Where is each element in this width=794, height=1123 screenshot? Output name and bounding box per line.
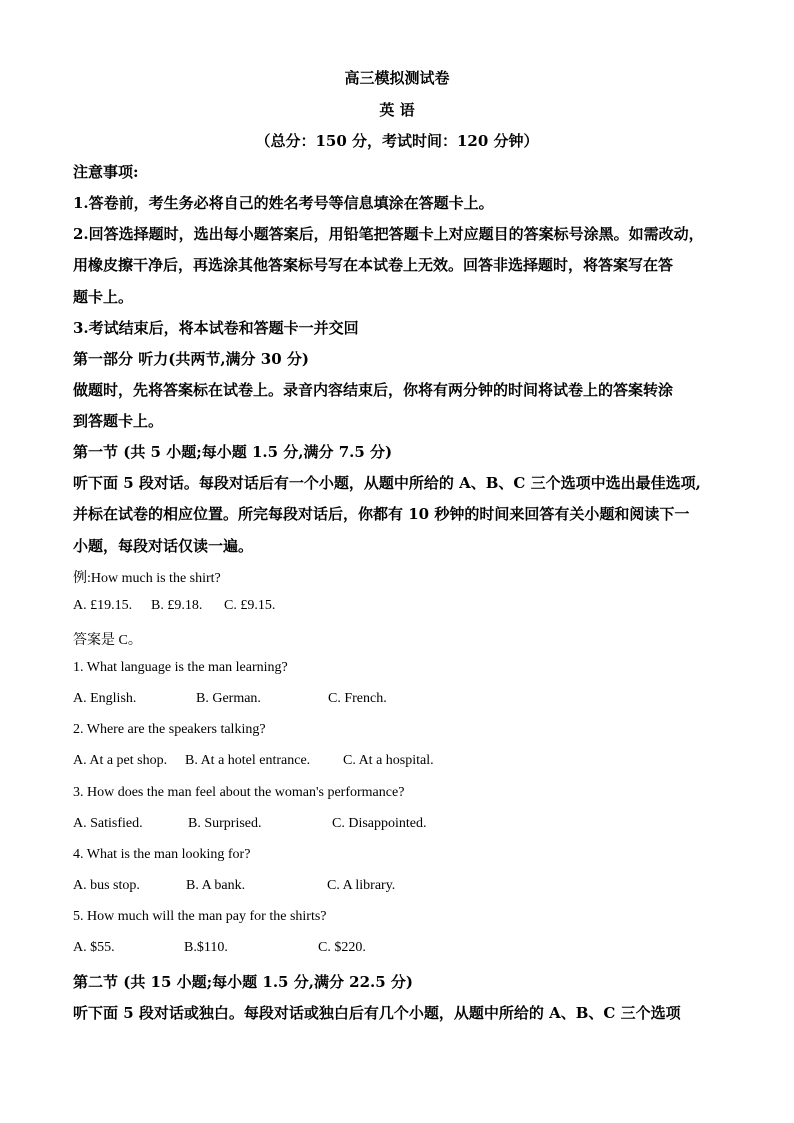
example-question: 例:How much is the shirt?	[73, 571, 221, 586]
option-b: B.$110.	[184, 940, 228, 955]
question-4-options	[73, 878, 723, 894]
example-options	[73, 598, 723, 614]
part1-instruction-line-2: 到答题卡上。	[73, 412, 164, 430]
option-c: C. French.	[328, 691, 387, 706]
example-answer: 答案是 C。	[73, 633, 142, 648]
exam-info: （总分：150 分，考试时间：120 分钟）	[255, 132, 539, 150]
option-b: B. German.	[196, 691, 261, 706]
section1-instruction-line-3: 小题，每段对话仅读一遍。	[73, 537, 254, 555]
section1-instruction-line-2: 并标在试卷的相应位置。所完每段对话后，你都有 10 秒钟的时间来回答有关小题和阅读下一	[73, 505, 690, 523]
question-3-options	[73, 816, 723, 832]
notice-item-2-line-1: 2.回答选择题时，选出每小题答案后，用铅笔把答题卡上对应题目的答案标号涂黑。如需改动，	[73, 225, 704, 243]
section1-heading: 第一节 (共 5 小题;每小题 1.5 分,满分 7.5 分)	[73, 443, 393, 461]
option-c: C. $220.	[318, 940, 366, 955]
option-c: C. At a hospital.	[343, 753, 434, 768]
notice-item-1: 1.答卷前，考生务必将自己的姓名考号等信息填涂在答题卡上。	[73, 194, 494, 212]
example-option-b: B. £9.18.	[151, 598, 203, 613]
option-b: B. Surprised.	[188, 816, 262, 831]
option-b: B. A bank.	[186, 878, 246, 893]
option-a: A. bus stop.	[73, 878, 140, 893]
exam-title: 高三模拟测试卷	[344, 69, 450, 87]
option-a: A. At a pet shop.	[73, 753, 168, 768]
notice-item-3: 3.考试结束后，将本试卷和答题卡一并交回	[73, 319, 359, 337]
option-a: A. English.	[73, 691, 137, 706]
question-4: 4. What is the man looking for?	[73, 847, 251, 862]
question-3: 3. How does the man feel about the woman's performance?	[73, 785, 405, 800]
example-option-a: A. £19.15.	[73, 598, 133, 613]
question-1: 1. What language is the man learning?	[73, 660, 288, 675]
question-5: 5. How much will the man pay for the shirts?	[73, 909, 327, 924]
question-2-options	[73, 753, 723, 769]
option-c: C. A library.	[327, 878, 396, 893]
option-a: A. $55.	[73, 940, 115, 955]
section2-instruction-line-1: 听下面 5 段对话或独白。每段对话或独白后有几个小题，从题中所给的 A、B、C 三个选项	[73, 1004, 681, 1022]
section1-instruction-line-1: 听下面 5 段对话。每段对话后有一个小题，从题中所给的 A、B、C 三个选项中选出最佳选项,	[73, 474, 701, 492]
option-c: C. Disappointed.	[332, 816, 427, 831]
part1-heading: 第一部分 听力(共两节,满分 30 分)	[73, 350, 309, 368]
section2-heading: 第二节 (共 15 小题;每小题 1.5 分,满分 22.5 分)	[73, 973, 414, 991]
part1-instruction-line-1: 做题时，先将答案标在试卷上。录音内容结束后，你将有两分钟的时间将试卷上的答案转涂	[73, 381, 674, 399]
option-b: B. At a hotel entrance.	[185, 753, 311, 768]
subject-title: 英 语	[379, 101, 415, 119]
question-2: 2. Where are the speakers talking?	[73, 722, 266, 737]
question-5-options	[73, 940, 723, 956]
example-option-c: C. £9.15.	[224, 598, 276, 613]
notice-item-2-line-2: 用橡皮擦干净后，再选涂其他答案标号写在本试卷上无效。回答非选择题时，将答案写在答	[73, 256, 674, 274]
option-a: A. Satisfied.	[73, 816, 143, 831]
notice-heading: 注意事项:	[73, 163, 139, 181]
notice-item-2-line-3: 题卡上。	[73, 288, 134, 306]
question-1-options	[73, 691, 723, 707]
